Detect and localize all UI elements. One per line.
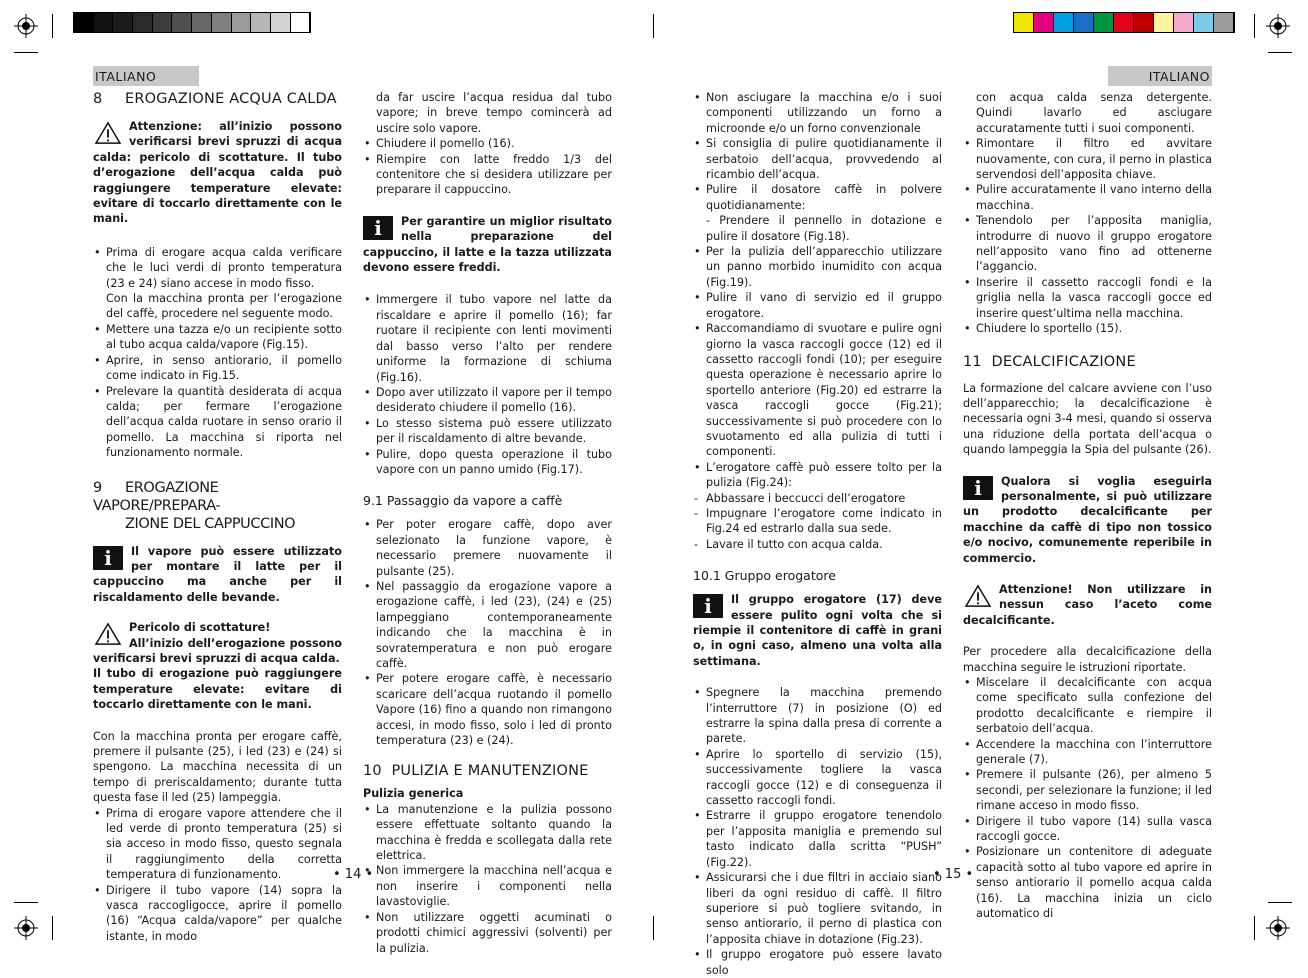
color-swatch xyxy=(212,13,232,32)
list-item: • Premere il pulsante (26), per almeno 5 secondi, per selezionare la funzione; il led rimane acceso in modo fisso. xyxy=(963,767,1212,813)
list-item: • Lo stesso sistema può essere utilizzato per il riscaldamento di altre bevande. xyxy=(363,416,612,447)
list-item: • Prima di erogare acqua calda verificare che le luci verdi di pronto temperatura (23 e 24) siano accese in modo fisso. Con la macchina pronta per l’erogazione del caffè, procedere nel seguente modo. xyxy=(93,245,342,322)
warning-box: Attenzione: all’inizio possono verificarsi brevi spruzzi di acqua calda: pericolo di scottature. Il tubo d’erogazione dell’acqua calda può raggiungere temperature elevate: evitare di toccarlo direttamente con le mani. xyxy=(93,120,342,226)
color-swatch xyxy=(1054,13,1074,32)
subheading: Pulizia generica xyxy=(363,787,464,801)
section-10-heading: 10 PULIZIA E MANUTENZIONE xyxy=(363,763,589,780)
warning-triangle-icon xyxy=(963,584,993,608)
list-item: • Accendere la macchina con l’interruttore generale (7). xyxy=(963,737,1212,768)
list-item: • Aprire, in senso antiorario, il pomello come indicato in Fig.15. xyxy=(93,353,342,384)
process-color-bar xyxy=(1013,12,1235,33)
language-tab-right: ITALIANO xyxy=(1108,66,1212,86)
list-item: • Non asciugare la macchina e/o i suoi componenti utilizzando un forno a microonde e/o un forno convenzionale xyxy=(693,90,942,136)
color-swatch xyxy=(1114,13,1134,32)
paragraph: Per procedere alla decalcificazione della macchina seguire le istruzioni riportate. xyxy=(963,645,1212,674)
list-item: - Abbassare i beccucci dell’erogatore xyxy=(693,491,942,506)
list-item: • Prelevare la quantità desiderata di acqua calda; per fermare l’erogazione dell’acqua calda ruotare in senso orario il pomello. La macchina si riporta nel funzionamento normale. xyxy=(93,384,342,461)
list-item: • Mettere una tazza e/o un recipiente sotto al tubo acqua calda/vapore (Fig.15). xyxy=(93,322,342,353)
column-4 xyxy=(963,90,1212,922)
grayscale-color-bar xyxy=(73,12,311,33)
language-tab-left: ITALIANO xyxy=(93,66,199,86)
list-item: • Non immergere la macchina nell’acqua e non inserire i componenti nella lavastoviglie. xyxy=(363,863,612,909)
registration-mark-icon xyxy=(14,916,38,940)
list-item: • La manutenzione e la pulizia possono essere effettuate soltanto quando la macchina è fredda e scollegata dalla rete elettrica. xyxy=(363,802,612,864)
list-item: • Assicurarsi che i due filtri in acciaio siano liberi da ogni residuo di caffè. Il filtro superiore si può togliere svitando, in senso antiorario, il perno di plastica con l’apposita chiave in dotazione (Fig.23). xyxy=(693,870,942,947)
list-item: - Lavare il tutto con acqua calda. xyxy=(693,537,942,552)
list-item: • Rimontare il filtro ed avvitare nuovamente, con cura, il perno in plastica servendosi dell’apposita chiave. xyxy=(963,136,1212,182)
list-item: • Si consiglia di pulire quotidianamente il serbatoio dell’acqua, provvedendo al ricambio dell’acqua. xyxy=(693,136,942,182)
list-item: • Riempire con latte freddo 1/3 del contenitore che si desidera utilizzare per preparare il cappuccino. xyxy=(363,152,612,198)
list-item: • Dopo aver utilizzato il vapore per il tempo desiderato chiudere il pomello (16). xyxy=(363,385,612,416)
color-swatch xyxy=(94,13,114,32)
page-number-right: • 15 • xyxy=(933,867,974,882)
color-swatch xyxy=(153,13,173,32)
list-item: - Impugnare l’erogatore come indicato in Fig.24 ed estrarlo dalla sua sede. xyxy=(693,506,942,537)
color-swatch xyxy=(1094,13,1114,32)
column-3 xyxy=(693,90,942,978)
list-item: • Raccomandiamo di svuotare e pulire ogni giorno la vasca raccogli gocce (12) ed il cassetto raccogli fondi (10); per eseguire questa operazione è necessario aprire lo sportello anteriore (Fig.20) ed estrarre la vasca raccogli gocce (Fig.21); successivamente si può procedere con lo svuotamento ed alla pulizia di tutti i componenti. xyxy=(693,321,942,460)
list-item: • Tenendolo per l’apposita maniglia, introdurre di nuovo il gruppo erogatore nell’apposito vano fino ad ottenerne l’aggancio. xyxy=(963,213,1212,275)
color-swatch xyxy=(1014,13,1034,32)
continued-text: con acqua calda senza detergente. Quindi lavarlo ed asciugare accuratamente tutti i suoi componenti. xyxy=(976,91,1212,135)
info-icon: i xyxy=(693,594,723,618)
info-box: i Qualora si voglia eseguirla personalmente, si può utilizzare un prodotto decalcificante per macchine da caffè di tipo non tossico e/o nocivo, comunemente reperibile in commercio. xyxy=(963,474,1212,565)
list-item: • Chiudere lo sportello (15). xyxy=(963,321,1212,336)
registration-mark-icon xyxy=(14,14,38,38)
registration-mark-icon xyxy=(1266,916,1290,940)
info-icon: i xyxy=(963,476,993,500)
color-swatch xyxy=(1074,13,1094,32)
section-9-heading: 9 EROGAZIONE VAPORE/PREPARA- ZIONE DEL CAPPUCCINO xyxy=(93,479,296,532)
list-item: • Dirigere il tubo vapore (14) sulla vasca raccogli gocce. xyxy=(963,814,1212,845)
list-item: • Estrarre il gruppo erogatore tenendolo per l’apposita maniglia e premendo sul tasto indicato dalla scritta “PUSH” (Fig.22). xyxy=(693,808,942,870)
color-swatch xyxy=(172,13,192,32)
list-item: • Nel passaggio da erogazione vapore a erogazione caffè, i led (23), (24) e (25) lampeggiano contemporaneamente indicando che la macchina è in sovratemperatura e non può erogare caffè. xyxy=(363,579,612,671)
warning-triangle-icon xyxy=(93,121,123,145)
list-item: • Pulire il vano di servizio ed il gruppo erogatore. xyxy=(693,290,942,321)
color-swatch xyxy=(192,13,212,32)
list-item: • Per poter erogare caffè, dopo aver selezionato la funzione vapore, è necessario premere nuovamente il pulsante (25). xyxy=(363,517,612,579)
page-number-left: • 14 • xyxy=(333,867,374,882)
info-box: i Per garantire un miglior risultato nella preparazione del cappuccino, il latte e la tazza utilizzata devono essere freddi. xyxy=(363,214,612,275)
list-item: • Miscelare il decalcificante con acqua come specificato sulla confezione del prodotto decalcificante e riempire il serbatoio dell’acqua. xyxy=(963,675,1212,737)
color-swatch xyxy=(1194,13,1214,32)
list-item: • Il gruppo erogatore può essere lavato solo xyxy=(693,947,942,978)
list-item: • Pulire accuratamente il vano interno della macchina. xyxy=(963,182,1212,213)
color-swatch xyxy=(1154,13,1174,32)
color-swatch xyxy=(113,13,133,32)
section-8-heading: 8 EROGAZIONE ACQUA CALDA xyxy=(93,91,337,107)
paragraph: La formazione del calcare avviene con l’uso dell’apparecchio; la decalcificazione è necessaria ogni 3-4 mesi, quando si osserva una riduzione della portata dell’acqua o quando lampeggia la Spia del pulsante (26). xyxy=(963,381,1212,457)
section-11-heading: 11 DECALCIFICAZIONE xyxy=(963,353,1136,370)
list-item: • Non utilizzare oggetti acuminati o prodotti chimici aggressivi (solventi) per la pulizia. xyxy=(363,910,612,956)
paragraph: Con la macchina pronta per erogare caffè, premere il pulsante (25), i led (23) e (24) si spengono. La macchina necessita di un tempo di preriscaldamento; durante tutta questa fase il led (25) lampeggia. xyxy=(93,729,342,805)
list-item: • Per potere erogare caffè, è necessario scaricare dell’acqua ruotando il pomello Vapore (16) fino a quando non rimangono accesi, in modo fisso, solo i led di pronto temperatura (23) e (24). xyxy=(363,671,612,748)
list-item: • Inserire il cassetto raccogli fondi e la griglia nella la vasca raccogli gocce ed inserire quest’ultima nella macchina. xyxy=(963,275,1212,321)
info-icon: i xyxy=(93,546,123,570)
warning-box: Pericolo di scottature! All’inizio dell’erogazione possono verificarsi brevi spruzzi di acqua calda. Il tubo di erogazione può raggiungere temperature elevate: evitare di toccarlo direttamente con le mani. xyxy=(93,621,342,712)
list-item: • Chiudere il pomello (16). xyxy=(363,136,612,151)
color-swatch xyxy=(133,13,153,32)
continued-text: da far uscire l’acqua residua dal tubo vapore; in breve tempo comincerà ad uscire solo vapore. xyxy=(376,91,612,135)
warning-triangle-icon xyxy=(93,622,123,646)
column-2 xyxy=(363,90,612,956)
color-swatch xyxy=(232,13,252,32)
list-item: • Prima di erogare vapore attendere che il led verde di pronto temperatura (25) si sia acceso in modo fisso, questo segnala il raggiungimento della corretta temperatura di funzionamento. xyxy=(93,806,342,883)
info-box: i Il vapore può essere utilizzato per montare il latte per il cappuccino ma anche per il riscaldamento delle bevande. xyxy=(93,544,342,604)
list-item: • Pulire, dopo questa operazione il tubo vapore con un panno umido (Fig.17). xyxy=(363,447,612,478)
section-10-1-heading: 10.1 Gruppo erogatore xyxy=(693,568,836,584)
list-item: • Spegnere la macchina premendo l’interruttore (7) in posizione (O) ed estrarre la spina dalla presa di corrente a parete. xyxy=(693,685,942,747)
color-swatch xyxy=(1214,13,1234,32)
list-item: • Posizionare un contenitore di adeguate capacità sotto al tubo vapore ed aprire in senso antiorario il pomello acqua calda (16). La macchina inizia un ciclo automatico di xyxy=(963,844,1212,921)
list-item: • Aprire lo sportello di servizio (15), successivamente togliere la vasca raccogli gocce (12) e di conseguenza il cassetto raccogli fondi. xyxy=(693,747,942,809)
list-item: • Pulire il dosatore caffè in polvere quotidianamente: - Prendere il pennello in dotazione e pulire il dosatore (Fig.18). xyxy=(693,182,942,244)
column-1 xyxy=(93,90,342,944)
section-9-1-heading: 9.1 Passaggio da vapore a caffè xyxy=(363,493,563,509)
color-swatch xyxy=(291,13,311,32)
list-item: • Immergere il tubo vapore nel latte da riscaldare e aprire il pomello (16); far ruotare il recipiente con lenti movimenti dal basso verso l’alto per rendere uniforme la formazione di schiuma (Fig.16). xyxy=(363,292,612,384)
color-swatch xyxy=(1134,13,1154,32)
info-icon: i xyxy=(363,216,393,240)
list-item: • Per la pulizia dell’apparecchio utilizzare un panno morbido inumidito con acqua (Fig.19). xyxy=(693,244,942,290)
color-swatch xyxy=(271,13,291,32)
color-swatch xyxy=(1174,13,1194,32)
list-item: • Dirigere il tubo vapore (14) sopra la vasca raccogligocce, aprire il pomello (16) “Acqua calda/vapore” per qualche istante, in modo xyxy=(93,883,342,945)
color-swatch xyxy=(74,13,94,32)
list-item: • L’erogatore caffè può essere tolto per la pulizia (Fig.24): xyxy=(693,460,942,491)
info-box: i Il gruppo erogatore (17) deve essere pulito ogni volta che si riempie il contenitore di caffè in grani o, in ogni caso, almeno una volta alla settimana. xyxy=(693,593,942,668)
color-swatch xyxy=(1034,13,1054,32)
warning-box: Attenzione! Non utilizzare in nessun caso l’aceto come decalcificante. xyxy=(963,582,1212,627)
registration-mark-icon xyxy=(1266,14,1290,38)
color-swatch xyxy=(251,13,271,32)
